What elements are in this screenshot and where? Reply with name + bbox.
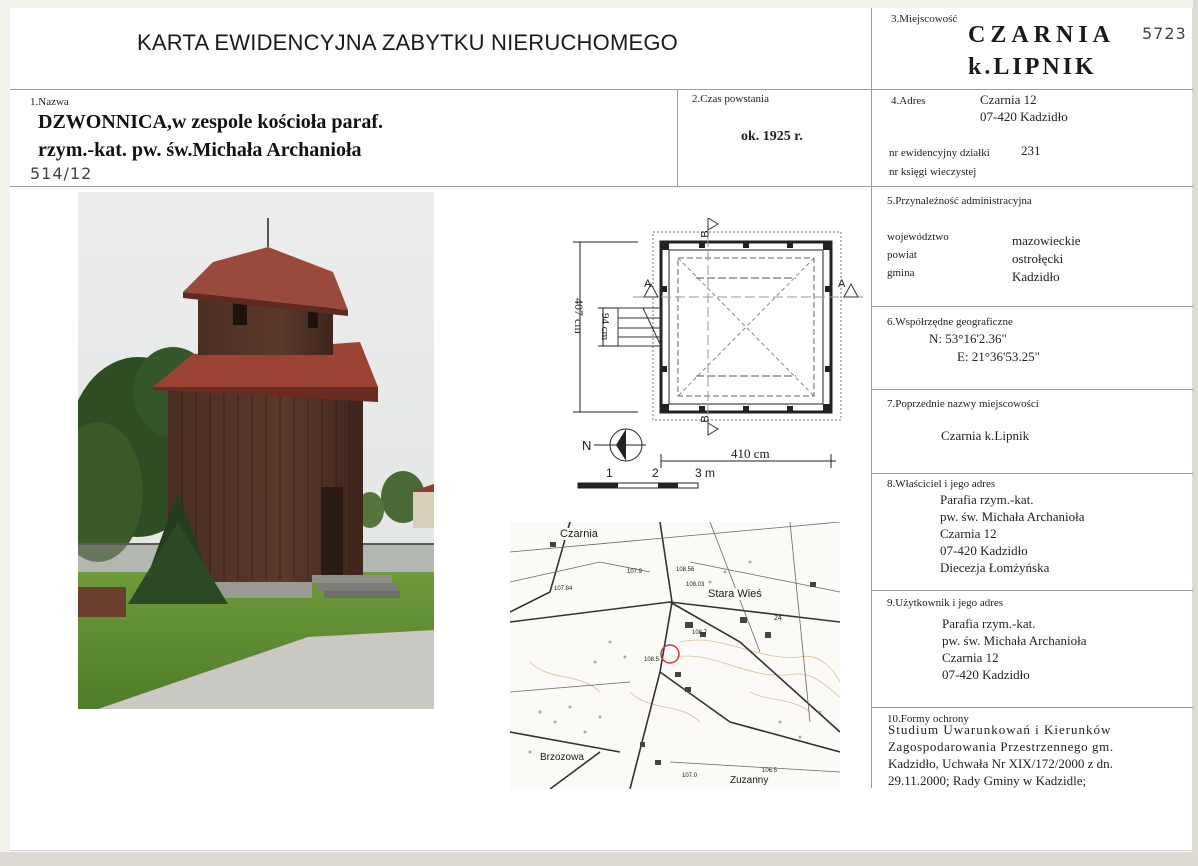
map-height: 107.84 xyxy=(554,586,573,592)
map-height: 108.03 xyxy=(686,582,705,588)
name-label: 1.Nazwa xyxy=(30,96,69,108)
user-label: 9.Użytkownik i jego adres xyxy=(887,597,1004,609)
town-name-line1: CZARNIA xyxy=(968,22,1116,48)
divider-date-left xyxy=(677,89,678,187)
owner-line: 07-420 Kadzidło xyxy=(940,543,1028,558)
map-label-stara-wies: Stara Wieś xyxy=(708,588,762,600)
admin-label: 5.Przynależność administracyjna xyxy=(887,195,1032,207)
scale-label-1: 1 xyxy=(606,466,613,480)
plot-number-label: nr ewidencyjny działki xyxy=(889,147,990,159)
map-height: 107.0 xyxy=(682,773,698,779)
map-height: 106.5 xyxy=(762,768,778,774)
scale-label-3: 3 m xyxy=(695,466,716,480)
address-line1: Czarnia 12 xyxy=(980,92,1037,107)
dimension-horizontal: 410 cm xyxy=(731,446,770,461)
county-value: ostrołęcki xyxy=(1012,251,1064,266)
belfry-photo xyxy=(78,192,434,709)
protection-line: 29.11.2000; Rady Gminy w Kadzidle; xyxy=(888,773,1087,788)
divider-name-row xyxy=(10,186,1193,187)
date-value: ok. 1925 r. xyxy=(741,129,803,144)
voivodeship-value: mazowieckie xyxy=(1012,233,1081,248)
user-line: pw. św. Michała Archanioła xyxy=(942,633,1087,648)
owner-label: 8.Właściciel i jego adres xyxy=(887,478,996,490)
previous-names-label: 7.Poprzednie nazwy miejscowości xyxy=(887,398,1039,410)
object-name-line1: DZWONNICA,w zespole kościoła paraf. xyxy=(38,111,383,133)
divider-coords xyxy=(871,389,1193,390)
owner-line: Czarnia 12 xyxy=(940,526,997,541)
scan-shadow-bottom xyxy=(0,852,1198,866)
section-a-left: A xyxy=(644,278,652,290)
divider-owner xyxy=(871,590,1193,591)
map-height: 108.7 xyxy=(692,630,708,636)
dimension-vertical: 407 cm xyxy=(572,298,586,334)
protection-line: Kadzidło, Uchwała Nr XIX/172/2000 z dn. xyxy=(888,756,1113,771)
map-height: 24 xyxy=(774,615,782,622)
address-line2: 07-420 Kadzidło xyxy=(980,109,1068,124)
divider-admin xyxy=(871,306,1193,307)
user-line: Parafia rzym.-kat. xyxy=(942,616,1036,631)
user-line: Czarnia 12 xyxy=(942,650,999,665)
protection-line: Zagospodarowania Przestrzennego gm. xyxy=(888,739,1114,754)
dimension-stair: 94 cm xyxy=(599,313,611,341)
section-b-top: B xyxy=(699,230,712,238)
user-line: 07-420 Kadzidło xyxy=(942,667,1030,682)
map-height: 108.56 xyxy=(676,567,695,573)
coords-north: N: 53°16'2.36" xyxy=(929,331,1007,346)
scan-shadow-right xyxy=(1193,0,1198,866)
commune-value: Kadzidło xyxy=(1012,269,1060,284)
protection-line: Studium Uwarunkowań i Kierunków xyxy=(888,722,1112,737)
divider-header xyxy=(10,89,1193,90)
owner-line: pw. św. Michała Archanioła xyxy=(940,509,1085,524)
divider-right-column xyxy=(871,8,872,788)
town-code-handwritten: 5723 xyxy=(1142,24,1187,43)
plot-number-value: 231 xyxy=(1021,143,1041,158)
floor-plan-drawing xyxy=(568,218,868,503)
name-code-handwritten: 514/12 xyxy=(30,164,93,183)
map-label-zuzanny: Zuzanny xyxy=(730,775,769,786)
commune-label: gmina xyxy=(887,267,915,279)
map-label-brzozowa: Brzozowa xyxy=(540,752,584,763)
land-register-label: nr księgi wieczystej xyxy=(889,166,977,178)
voivodeship-label: województwo xyxy=(887,231,949,243)
object-name-line2: rzym.-kat. pw. św.Michała Archanioła xyxy=(38,139,362,161)
map-height: 108.5 xyxy=(644,657,660,663)
divider-previous xyxy=(871,473,1193,474)
address-label: 4.Adres xyxy=(891,95,926,107)
county-label: powiat xyxy=(887,249,917,261)
section-b-bottom: B xyxy=(699,415,712,423)
location-map xyxy=(510,522,840,789)
town-label: 3.Miejscowość xyxy=(891,13,958,25)
map-height: 107.9 xyxy=(627,569,643,575)
date-label: 2.Czas powstania xyxy=(692,93,769,105)
scale-label-2: 2 xyxy=(652,466,659,480)
owner-line: Parafia rzym.-kat. xyxy=(940,492,1034,507)
coords-label: 6.Współrzędne geograficzne xyxy=(887,316,1013,328)
card-title: KARTA EWIDENCYJNA ZABYTKU NIERUCHOMEGO xyxy=(137,30,678,55)
owner-line: Diecezja Łomżyńska xyxy=(940,560,1050,575)
section-a-right: A xyxy=(838,278,846,290)
north-label: N xyxy=(582,438,592,453)
map-label-czarnia: Czarnia xyxy=(560,528,598,540)
coords-east: E: 21°36'53.25" xyxy=(957,349,1040,364)
protection-label: 10.Formy ochrony xyxy=(887,713,969,725)
divider-user xyxy=(871,707,1193,708)
previous-names-value: Czarnia k.Lipnik xyxy=(941,428,1030,443)
town-name-line2: k.LIPNIK xyxy=(968,54,1097,80)
